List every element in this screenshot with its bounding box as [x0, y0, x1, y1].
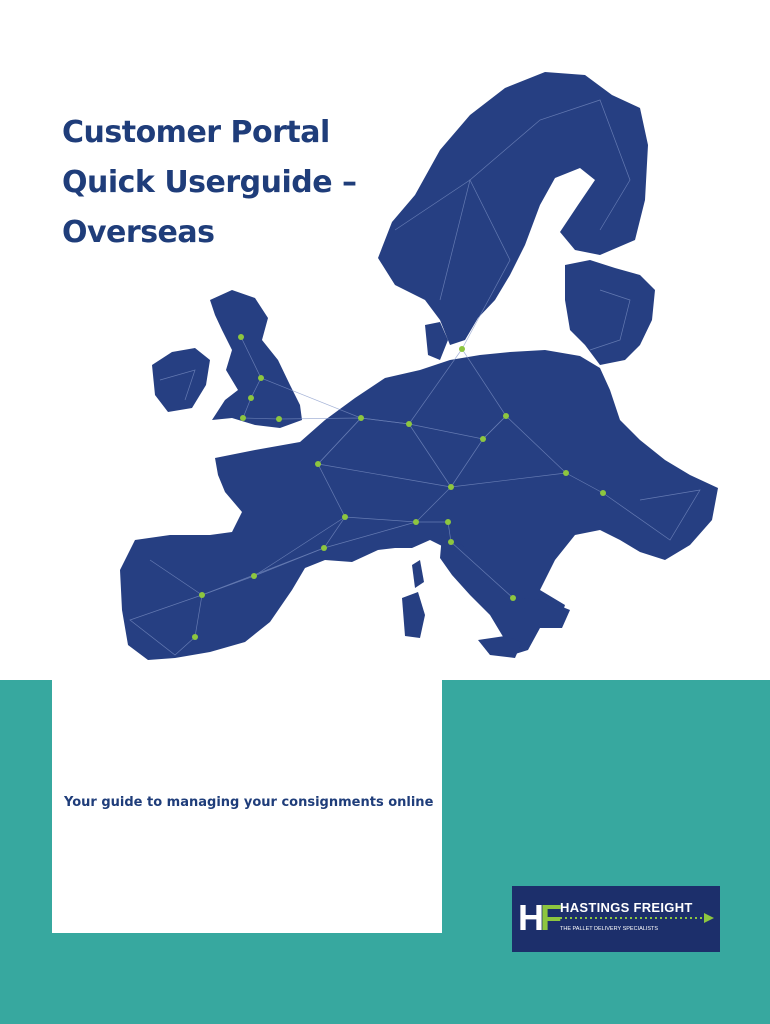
map-corsica: [412, 560, 424, 588]
document-tagline: Your guide to managing your consignments online: [64, 795, 434, 810]
logo-subtitle: THE PALLET DELIVERY SPECIALISTS: [560, 926, 659, 932]
logo-mark-h: H: [518, 897, 540, 938]
logo-mark-f: F: [540, 897, 558, 938]
logo-mark: [518, 898, 558, 938]
title-line-2: Quick Userguide –: [62, 165, 357, 200]
europe-network-map: [110, 60, 730, 670]
map-finland-baltics: [565, 260, 655, 365]
title-line-3: Overseas: [62, 215, 215, 250]
map-sardinia: [402, 592, 425, 638]
hastings-freight-logo: [512, 886, 720, 952]
map-great-britain: [210, 290, 302, 428]
logo-company-name: HASTINGS FREIGHT: [560, 900, 693, 915]
title-line-1: Customer Portal: [62, 115, 330, 150]
arrow-right-icon: [558, 913, 716, 923]
